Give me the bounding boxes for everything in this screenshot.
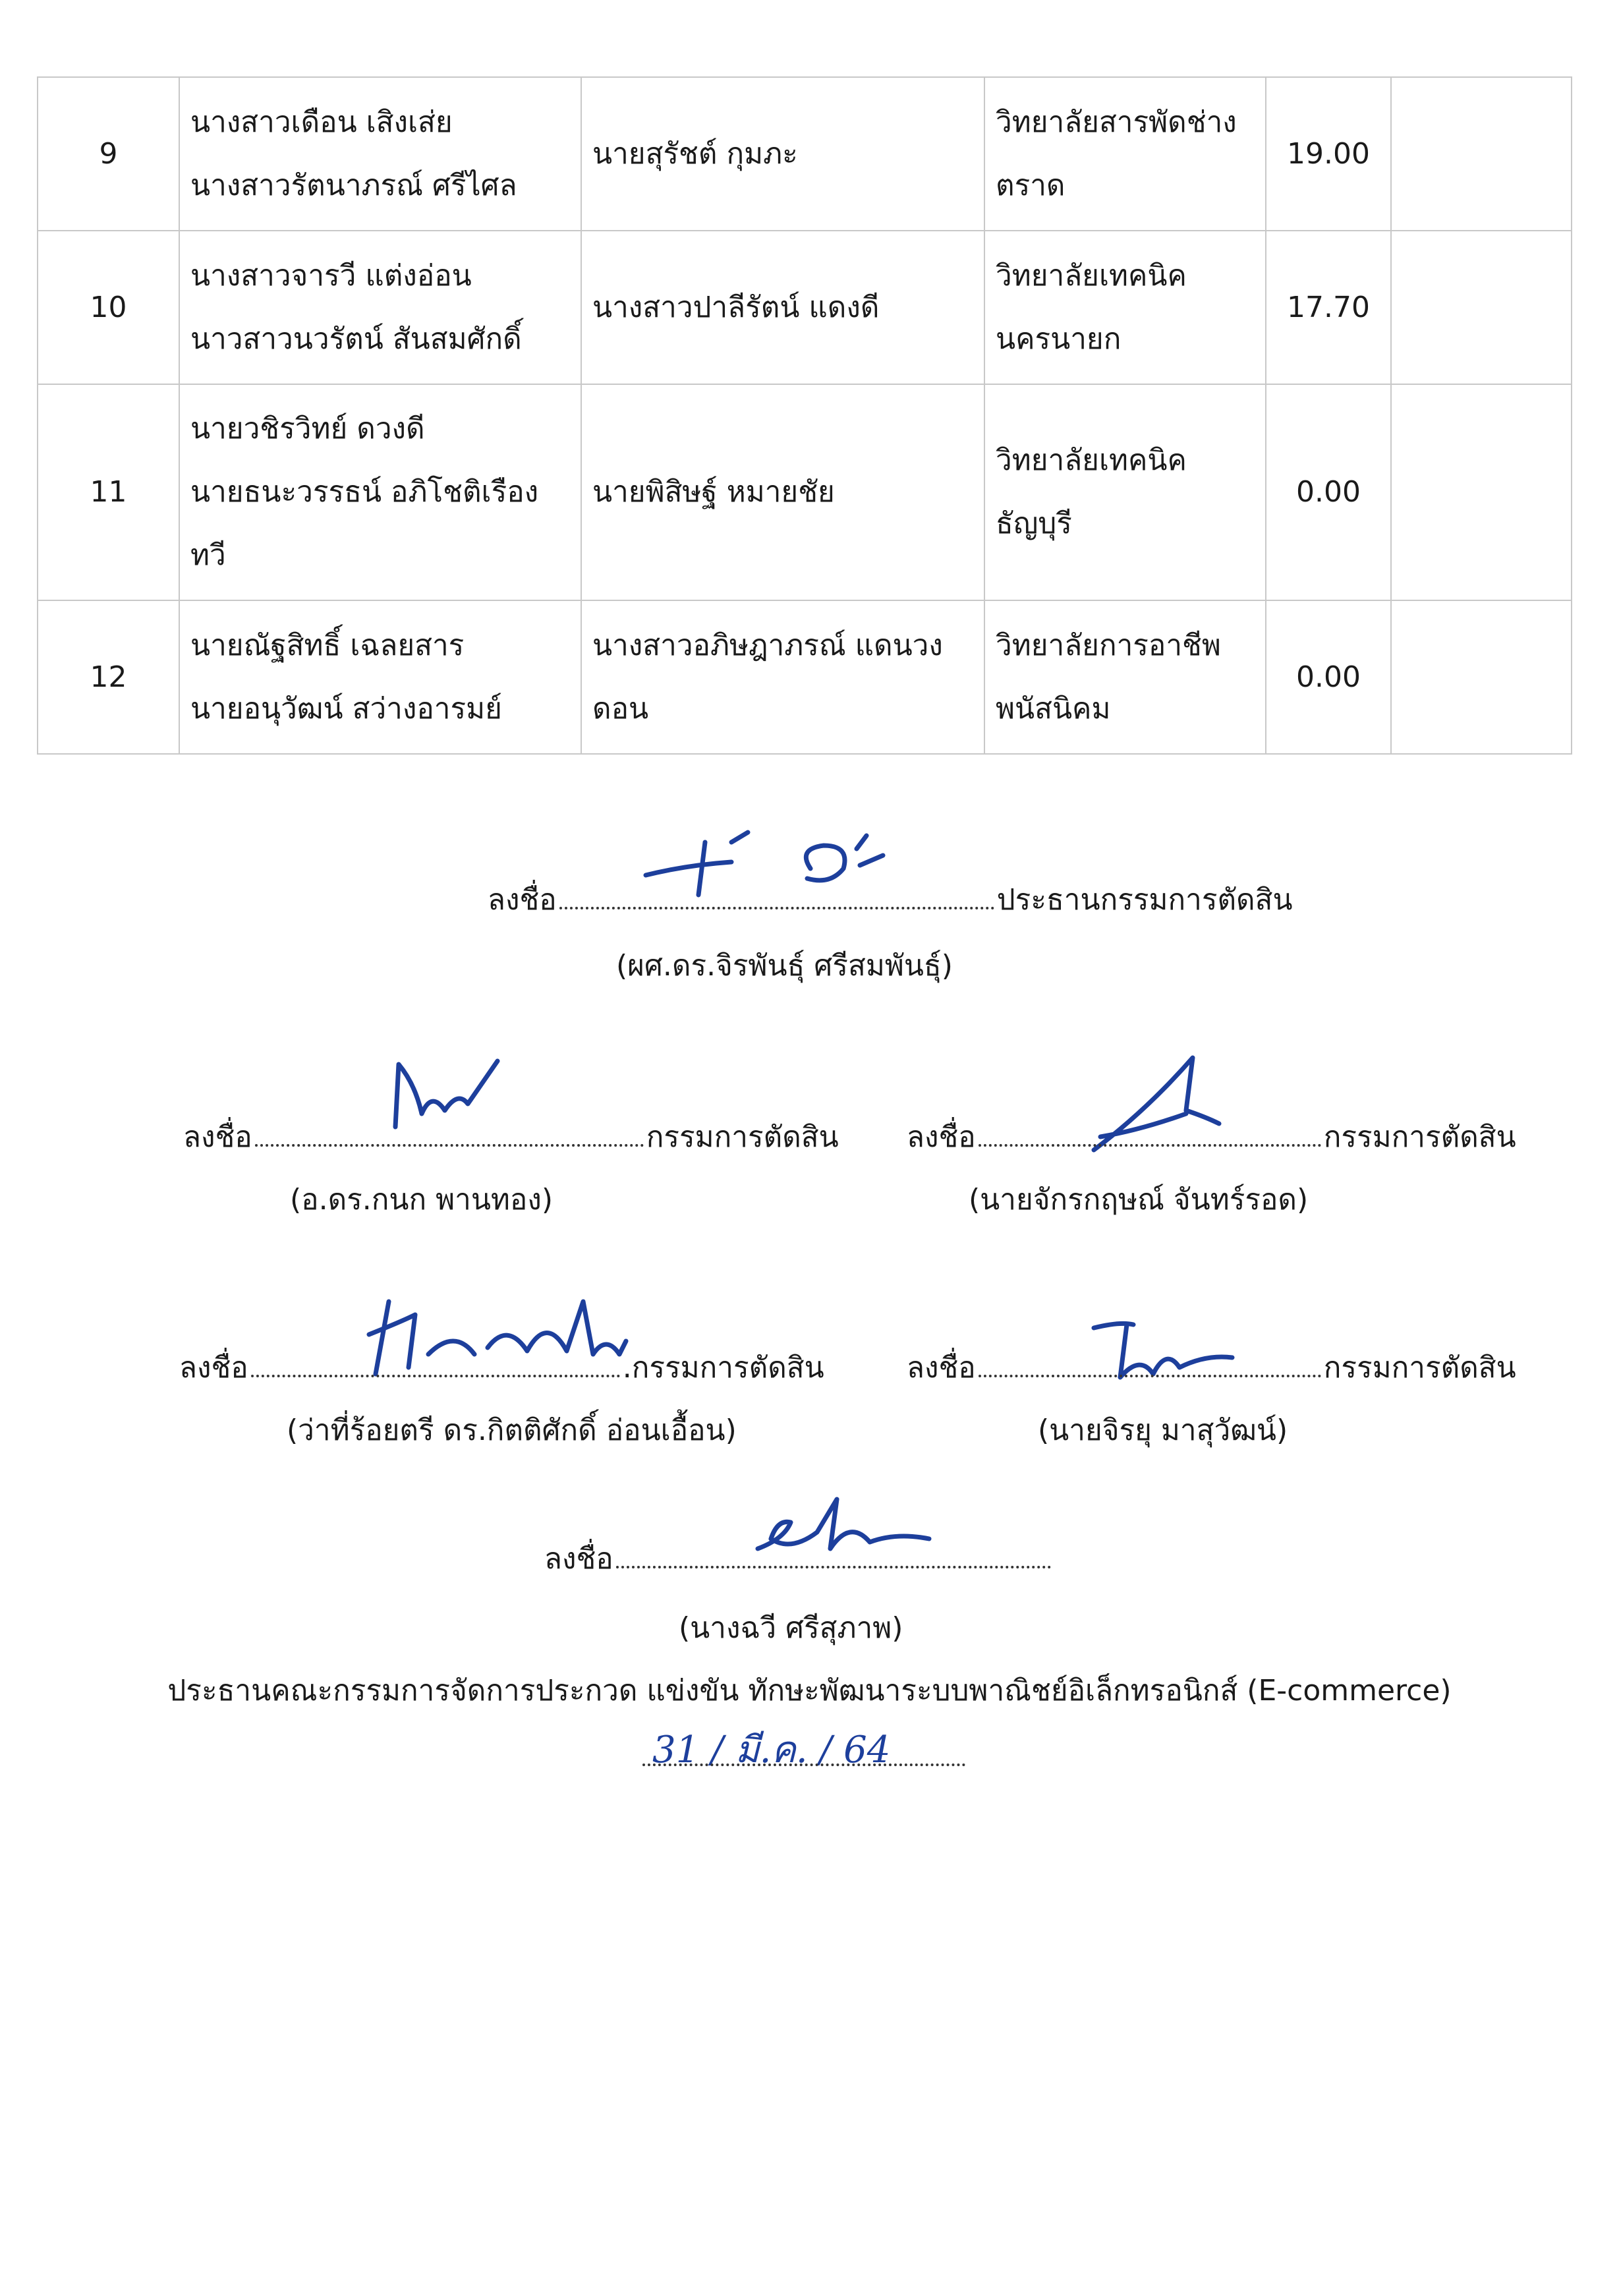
score-cell — [1266, 384, 1391, 600]
member-name: นาวสาวนวรัตน์ สันสมศักดิ์ — [190, 322, 522, 356]
note-cell — [1391, 231, 1572, 384]
row-number: 12 — [90, 660, 127, 694]
signature-dotted-line — [979, 1348, 1321, 1377]
members-cell — [179, 384, 581, 600]
row-number: 10 — [90, 290, 127, 324]
row-number-cell — [38, 77, 179, 231]
handwritten-date: 31 / มี.ค. / 64 — [652, 1729, 891, 1771]
score-cell — [1266, 600, 1391, 754]
row-number-cell — [38, 600, 179, 754]
college-cell — [984, 600, 1266, 754]
chair-role: ประธานกรรมการตัดสิน — [996, 883, 1293, 917]
score: 0.00 — [1296, 660, 1361, 694]
advisor-name: นางสาวอภิษฎาภรณ์ แดนวง — [592, 628, 943, 662]
row-number-cell — [38, 231, 179, 384]
advisor-name: ดอน — [592, 691, 649, 726]
college-cell — [984, 384, 1266, 600]
college-name: วิทยาลัยการอาชีพ — [996, 628, 1221, 662]
table-row — [38, 384, 1572, 600]
advisor-cell — [581, 77, 984, 231]
sign-prefix: ลงชื่อ — [907, 1120, 976, 1154]
signature-dotted-line — [559, 880, 994, 909]
note-cell — [1391, 384, 1572, 600]
row-number: 11 — [90, 475, 127, 509]
table-row — [38, 600, 1572, 754]
judge3-sign-line — [179, 1344, 824, 1391]
signature-dotted-line — [255, 1118, 644, 1147]
sign-prefix: ลงชื่อ — [544, 1542, 613, 1576]
advisor-cell — [581, 384, 984, 600]
member-name: นายณัฐสิทธิ์ เฉลยสาร — [190, 628, 465, 662]
score: 0.00 — [1296, 475, 1361, 509]
chair-sign-line — [488, 876, 1293, 923]
sign-prefix: ลงชื่อ — [179, 1351, 248, 1385]
table-row — [38, 231, 1572, 384]
judge3-name: (ว่าที่ร้อยตรี ดร.กิตติศักดิ์ อ่อนเอื้อน) — [287, 1414, 737, 1447]
member-name: ทวี — [190, 538, 226, 572]
judge1-sign-line — [183, 1114, 839, 1160]
college-name: ตราด — [996, 168, 1065, 202]
sign-prefix: ลงชื่อ — [907, 1351, 976, 1385]
college-name: วิทยาลัยเทคนิค — [996, 444, 1187, 477]
advisor-name: นางสาวปาลีรัตน์ แดงดี — [592, 290, 880, 324]
advisor-cell — [581, 600, 984, 754]
judge2-role: กรรมการตัดสิน — [1323, 1120, 1516, 1154]
advisor-name: นายพิสิษฐ์ หมายชัย — [592, 475, 835, 509]
chair-name: (ผศ.ดร.จิรพันธุ์ ศรีสมพันธุ์) — [616, 949, 953, 983]
score: 17.70 — [1287, 290, 1370, 324]
member-name: นายธนะวรรธน์ อภิโชติเรือง — [190, 475, 539, 509]
members-cell — [179, 600, 581, 754]
judge4-role: กรรมการตัดสิน — [1323, 1351, 1516, 1385]
college-name: วิทยาลัยเทคนิค — [996, 258, 1187, 293]
advisor-name: นายสุรัชต์ กุมภะ — [592, 136, 798, 171]
row-number: 9 — [99, 136, 118, 171]
member-name: นายวชิรวิทย์ ดวงดี — [190, 412, 425, 445]
member-name: นางสาวเดือน เสิงเส่ย — [190, 105, 453, 139]
sign-prefix: ลงชื่อ — [488, 883, 557, 917]
judge1-name: (อ.ดร.กนก พานทอง) — [290, 1183, 553, 1217]
sign-prefix: ลงชื่อ — [183, 1120, 252, 1154]
judge4-sign-line — [907, 1344, 1516, 1391]
organizer-title: ประธานคณะกรรมการจัดการประกวด แข่งขัน ทักษะพัฒนาระบบพาณิชย์อิเล็กทรอนิกส์ (E-commerce) — [167, 1674, 1452, 1708]
judge1-role: กรรมการตัดสิน — [646, 1120, 839, 1154]
results-table — [37, 76, 1572, 755]
members-cell — [179, 77, 581, 231]
results-table-body — [38, 77, 1572, 754]
score-cell — [1266, 231, 1391, 384]
note-cell — [1391, 600, 1572, 754]
score-cell — [1266, 77, 1391, 231]
college-name: วิทยาลัยสารพัดช่าง — [996, 105, 1237, 139]
members-cell — [179, 231, 581, 384]
college-name: พนัสนิคม — [996, 691, 1111, 726]
college-cell — [984, 231, 1266, 384]
organizer-sign-line — [544, 1535, 1054, 1582]
signature-dotted-line — [979, 1118, 1321, 1147]
row-number-cell — [38, 384, 179, 600]
advisor-cell — [581, 231, 984, 384]
note-cell — [1391, 77, 1572, 231]
score: 19.00 — [1287, 136, 1370, 171]
college-name: ธัญบุรี — [996, 507, 1072, 540]
table-row — [38, 77, 1572, 231]
judge2-sign-line — [907, 1114, 1516, 1160]
member-name: นายอนุวัฒน์ สว่างอารมย์ — [190, 691, 502, 726]
organizer-name: (นางฉวี ศรีสุภาพ) — [679, 1611, 903, 1645]
college-cell — [984, 77, 1266, 231]
date-dotted-line — [642, 1764, 965, 1766]
signature-dotted-line — [616, 1539, 1051, 1568]
judge4-name: (นายจิรยุ มาสุวัฒน์) — [1038, 1414, 1288, 1447]
judge3-role: .กรรมการตัดสิน — [622, 1351, 824, 1385]
member-name: นางสาวจารวี แต่งอ่อน — [190, 258, 472, 293]
member-name: นางสาวรัตนาภรณ์ ศรีไศล — [190, 168, 517, 202]
signature-dotted-line — [251, 1348, 620, 1377]
judge2-name: (นายจักรกฤษณ์ จันทร์รอด) — [969, 1183, 1309, 1217]
college-name: นครนายก — [996, 322, 1122, 356]
